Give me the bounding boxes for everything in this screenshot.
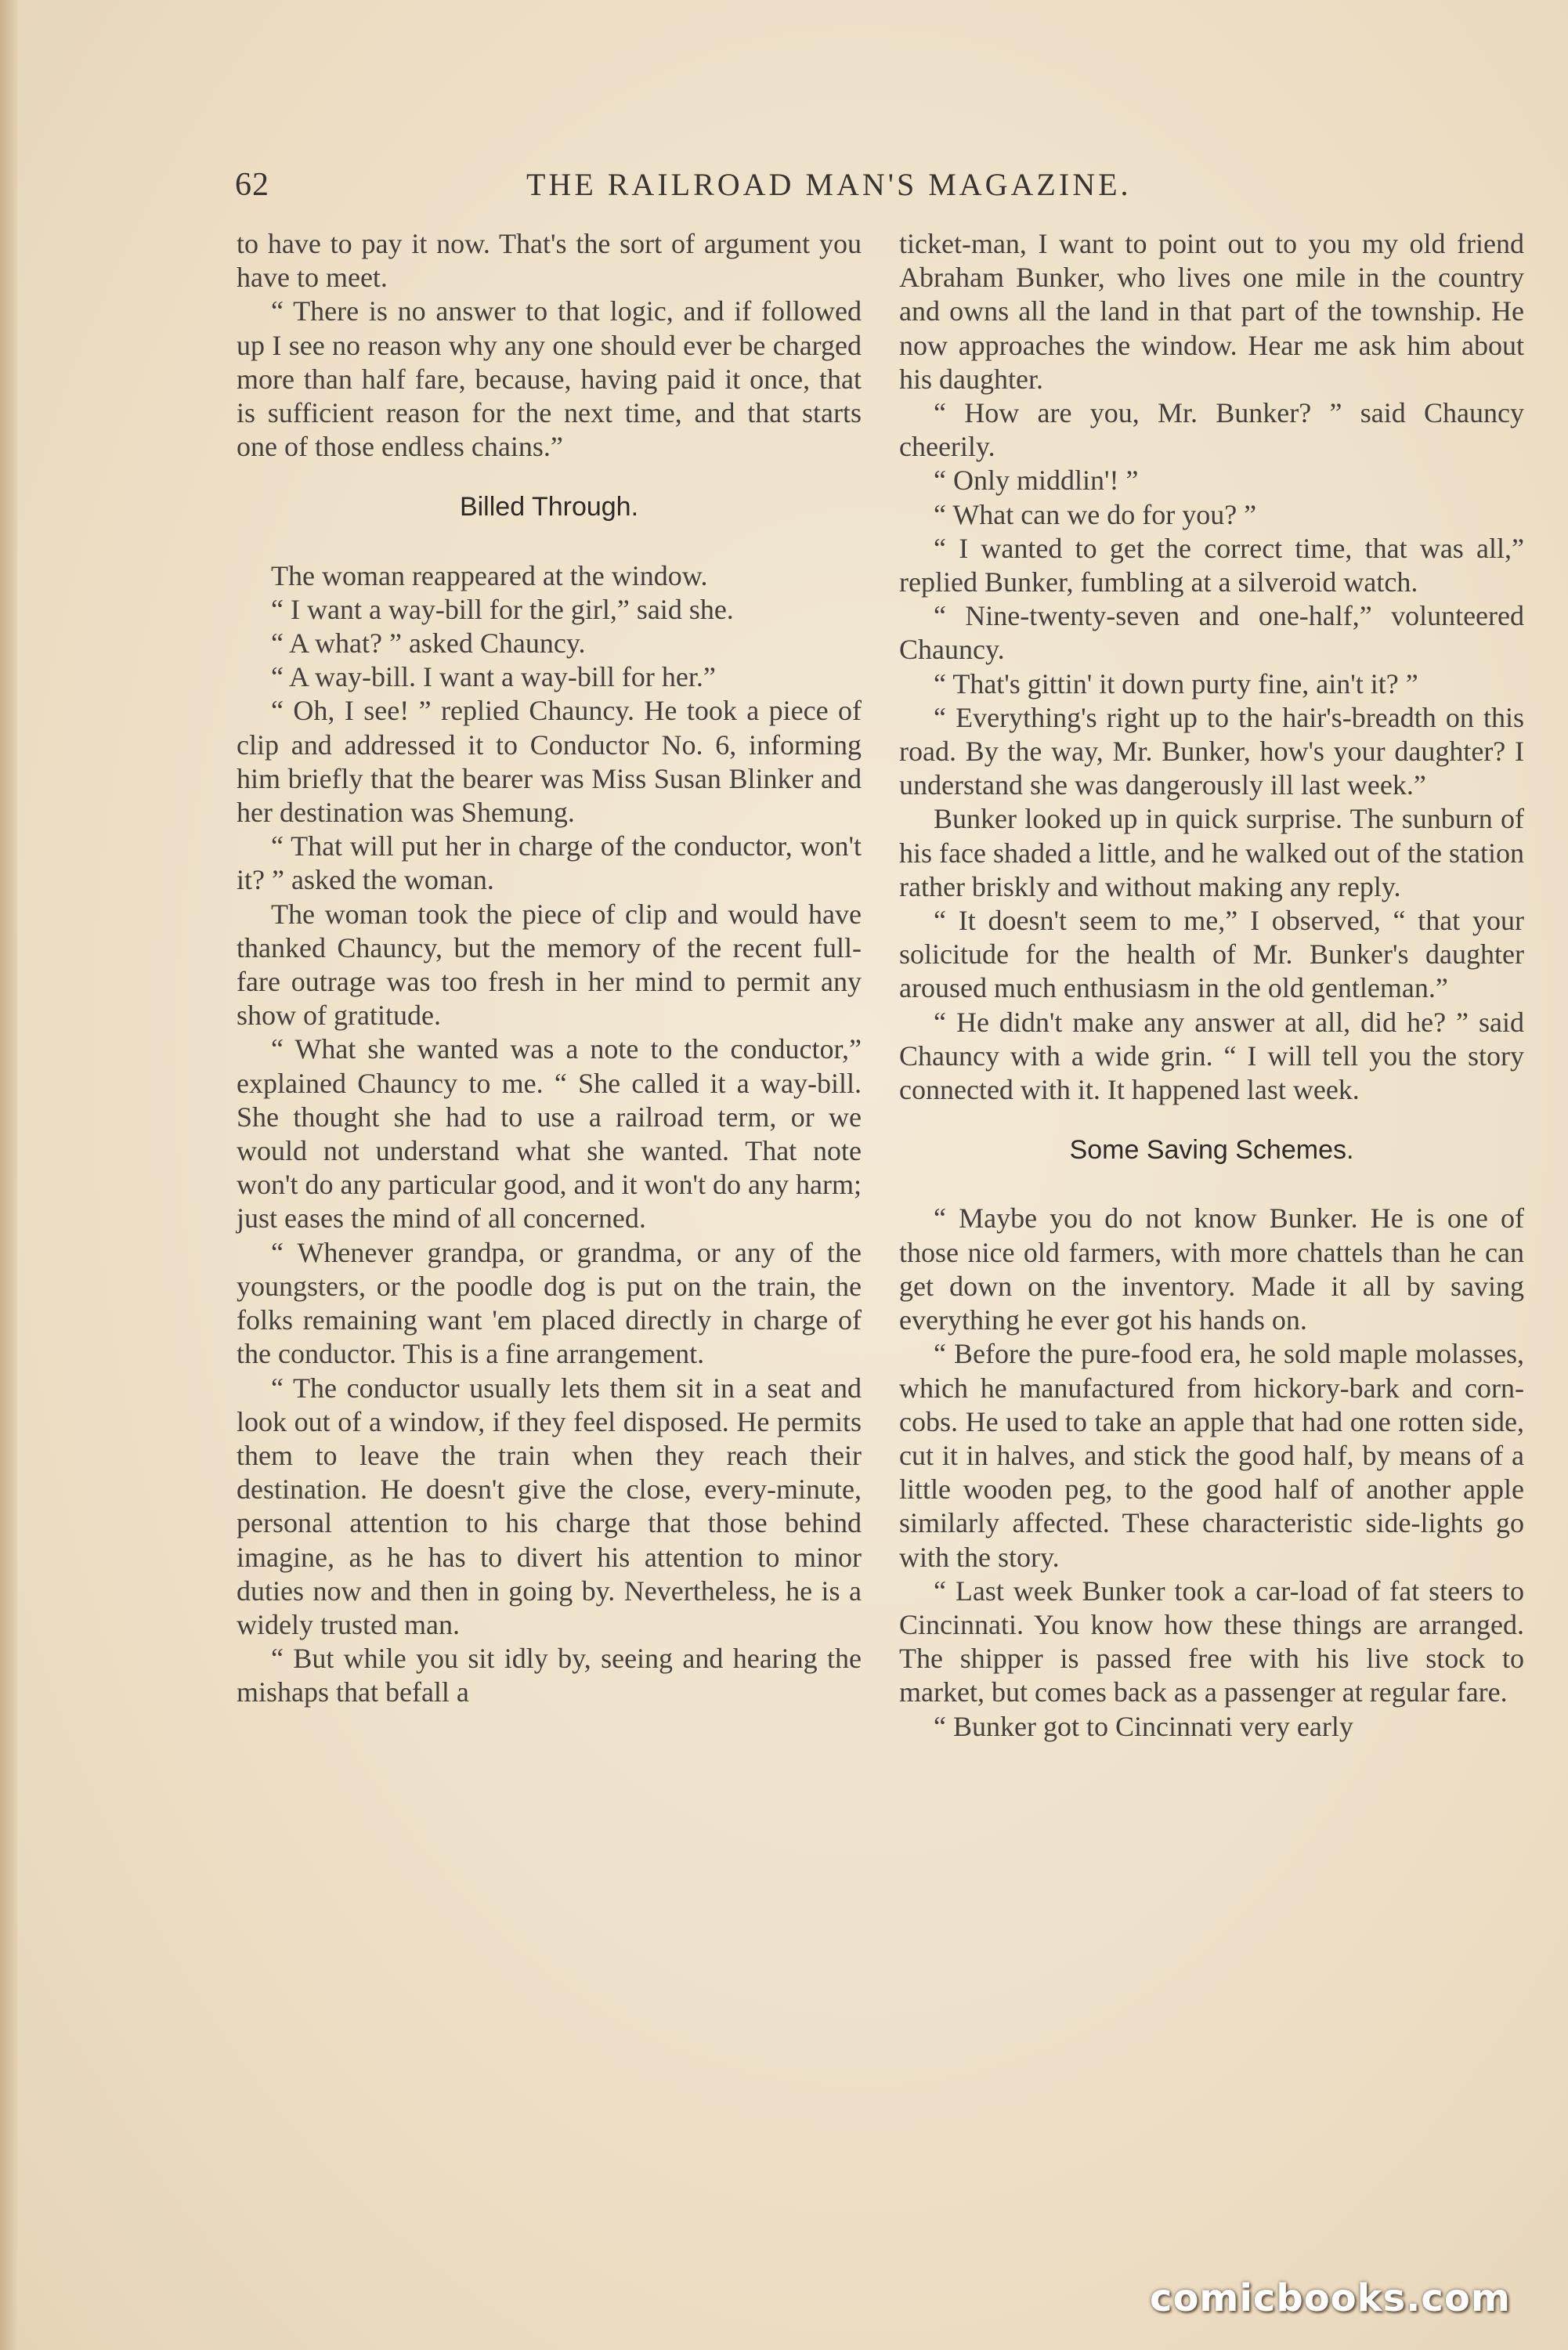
page-spine-edge (0, 0, 17, 2350)
paragraph: “ What she wanted was a note to the conductor,” explained Chauncy to me. “ She called it a way-bill. She thought she had to use a railroad term, or we would not understand what she wanted. That note won't do any particular good, and it won't do any harm; just eases the mind of all concerned. (237, 1033, 862, 1235)
paragraph: “ I wanted to get the correct time, that was all,” replied Bunker, fumbling at a silveroid watch. (899, 532, 1524, 598)
paragraph: “ Before the pure-food era, he sold maple molasses, which he manufactured from hickory-bark and corn-cobs. He used to take an apple that had one rotten side, cut it in halves, and stick the good half, by means of a little wooden peg, to the good half of another apple similarly affected. These characteristic side-lights go with the story. (899, 1338, 1524, 1573)
paragraph: “ A what? ” asked Chauncy. (271, 627, 586, 660)
paragraph: “ That will put her in charge of the conductor, won't it? ” asked the woman. (237, 830, 862, 896)
paragraph: “ It doesn't seem to me,” I observed, “ that your solicitude for the health of Mr. Bunker's daughter aroused much enthusiasm in the old gentleman.” (899, 905, 1524, 1004)
paragraph: “ How are you, Mr. Bunker? ” said Chauncy cheerily. (899, 397, 1524, 463)
running-head: THE RAILROAD MAN'S MAGAZINE. (526, 167, 1132, 202)
paragraph: “ Oh, I see! ” replied Chauncy. He took a piece of clip and addressed it to Conductor No. 6, informing him briefly that the bearer was Miss Susan Blinker and her destination was Shemung. (237, 695, 862, 829)
paragraph: to have to pay it now. That's the sort of argument you have to meet. (237, 228, 862, 294)
paragraph: “ But while you sit idly by, seeing and hearing the mishaps that befall a (237, 1643, 862, 1708)
paragraph: The woman reappeared at the window. (271, 559, 708, 591)
paragraph: “ Last week Bunker took a car-load of fat steers to Cincinnati. You know how these things are arranged. The shipper is passed free with his live stock to market, but comes back as a passenger at regular fare. (899, 1574, 1524, 1708)
paragraph: “ The conductor usually lets them sit in a seat and look out of a window, if they feel disposed. He permits them to leave the train when they reach their destination. He doesn't give the close, every-minute, personal attention to his charge that those behind imagine, as he has to divert his attention to minor duties now and then in going by. Nevertheless, he is a widely trusted man. (237, 1372, 862, 1640)
paragraph: “ He didn't make any answer at all, did he? ” said Chauncy with a wide grin. “ I will tell you the story connected with it. It happened last week. (899, 1006, 1524, 1106)
paragraph: “ I want a way-bill for the girl,” said she. (271, 593, 734, 625)
paragraph: “ Everything's right up to the hair's-breadth on this road. By the way, Mr. Bunker, how's your daughter? I understand she was dangerously ill last week.” (899, 701, 1524, 801)
right-column (899, 227, 1524, 1744)
paragraph: “ Only middlin'! ” (934, 465, 1139, 497)
section-subhead: Billed Through. (459, 492, 639, 522)
paragraph: Bunker looked up in quick surprise. The sunburn of his face shaded a little, and he walked out of the station rather briskly and without making any reply. (899, 803, 1524, 902)
paragraph: “ That's gittin' it down purty fine, ain't it? ” (934, 667, 1418, 700)
paragraph: “ Maybe you do not know Bunker. He is one of those nice old farmers, with more chattels than he can get down on the inventory. Made it all by saving everything he ever got his hands on. (899, 1202, 1524, 1336)
watermark-logo: comicbooks.com (1150, 2276, 1511, 2320)
page-header (235, 166, 1245, 213)
paragraph: “ Nine-twenty-seven and one-half,” volunteered Chauncy. (899, 600, 1524, 666)
paragraph: “ What can we do for you? ” (934, 498, 1257, 530)
paragraph: “ Bunker got to Cincinnati very early (934, 1710, 1353, 1742)
paragraph: The woman took the piece of clip and would have thanked Chauncy, but the memory of the recent full-fare outrage was too fresh in her mind to permit any show of gratitude. (237, 898, 862, 1032)
paragraph: “ Whenever grandpa, or grandma, or any of the youngsters, or the poodle dog is put on the train, the folks remaining want 'em placed directly in charge of the conductor. This is a fine arrangement. (237, 1236, 862, 1370)
page-number: 62 (235, 167, 269, 203)
left-column (237, 227, 862, 1710)
paragraph: “ There is no answer to that logic, and if followed up I see no reason why any one should ever be charged more than half fare, because, having paid it once, that is sufficient reason for the next time, and that starts one of those endless chains.” (237, 295, 862, 463)
paragraph: “ A way-bill. I want a way-bill for her.” (271, 661, 716, 693)
section-subhead: Some Saving Schemes. (1069, 1135, 1354, 1166)
paragraph: ticket-man, I want to point out to you my old friend Abraham Bunker, who lives one mile in the country and owns all the land in that part of the township. He now approaches the window. Hear me ask him about his daughter. (899, 228, 1524, 395)
